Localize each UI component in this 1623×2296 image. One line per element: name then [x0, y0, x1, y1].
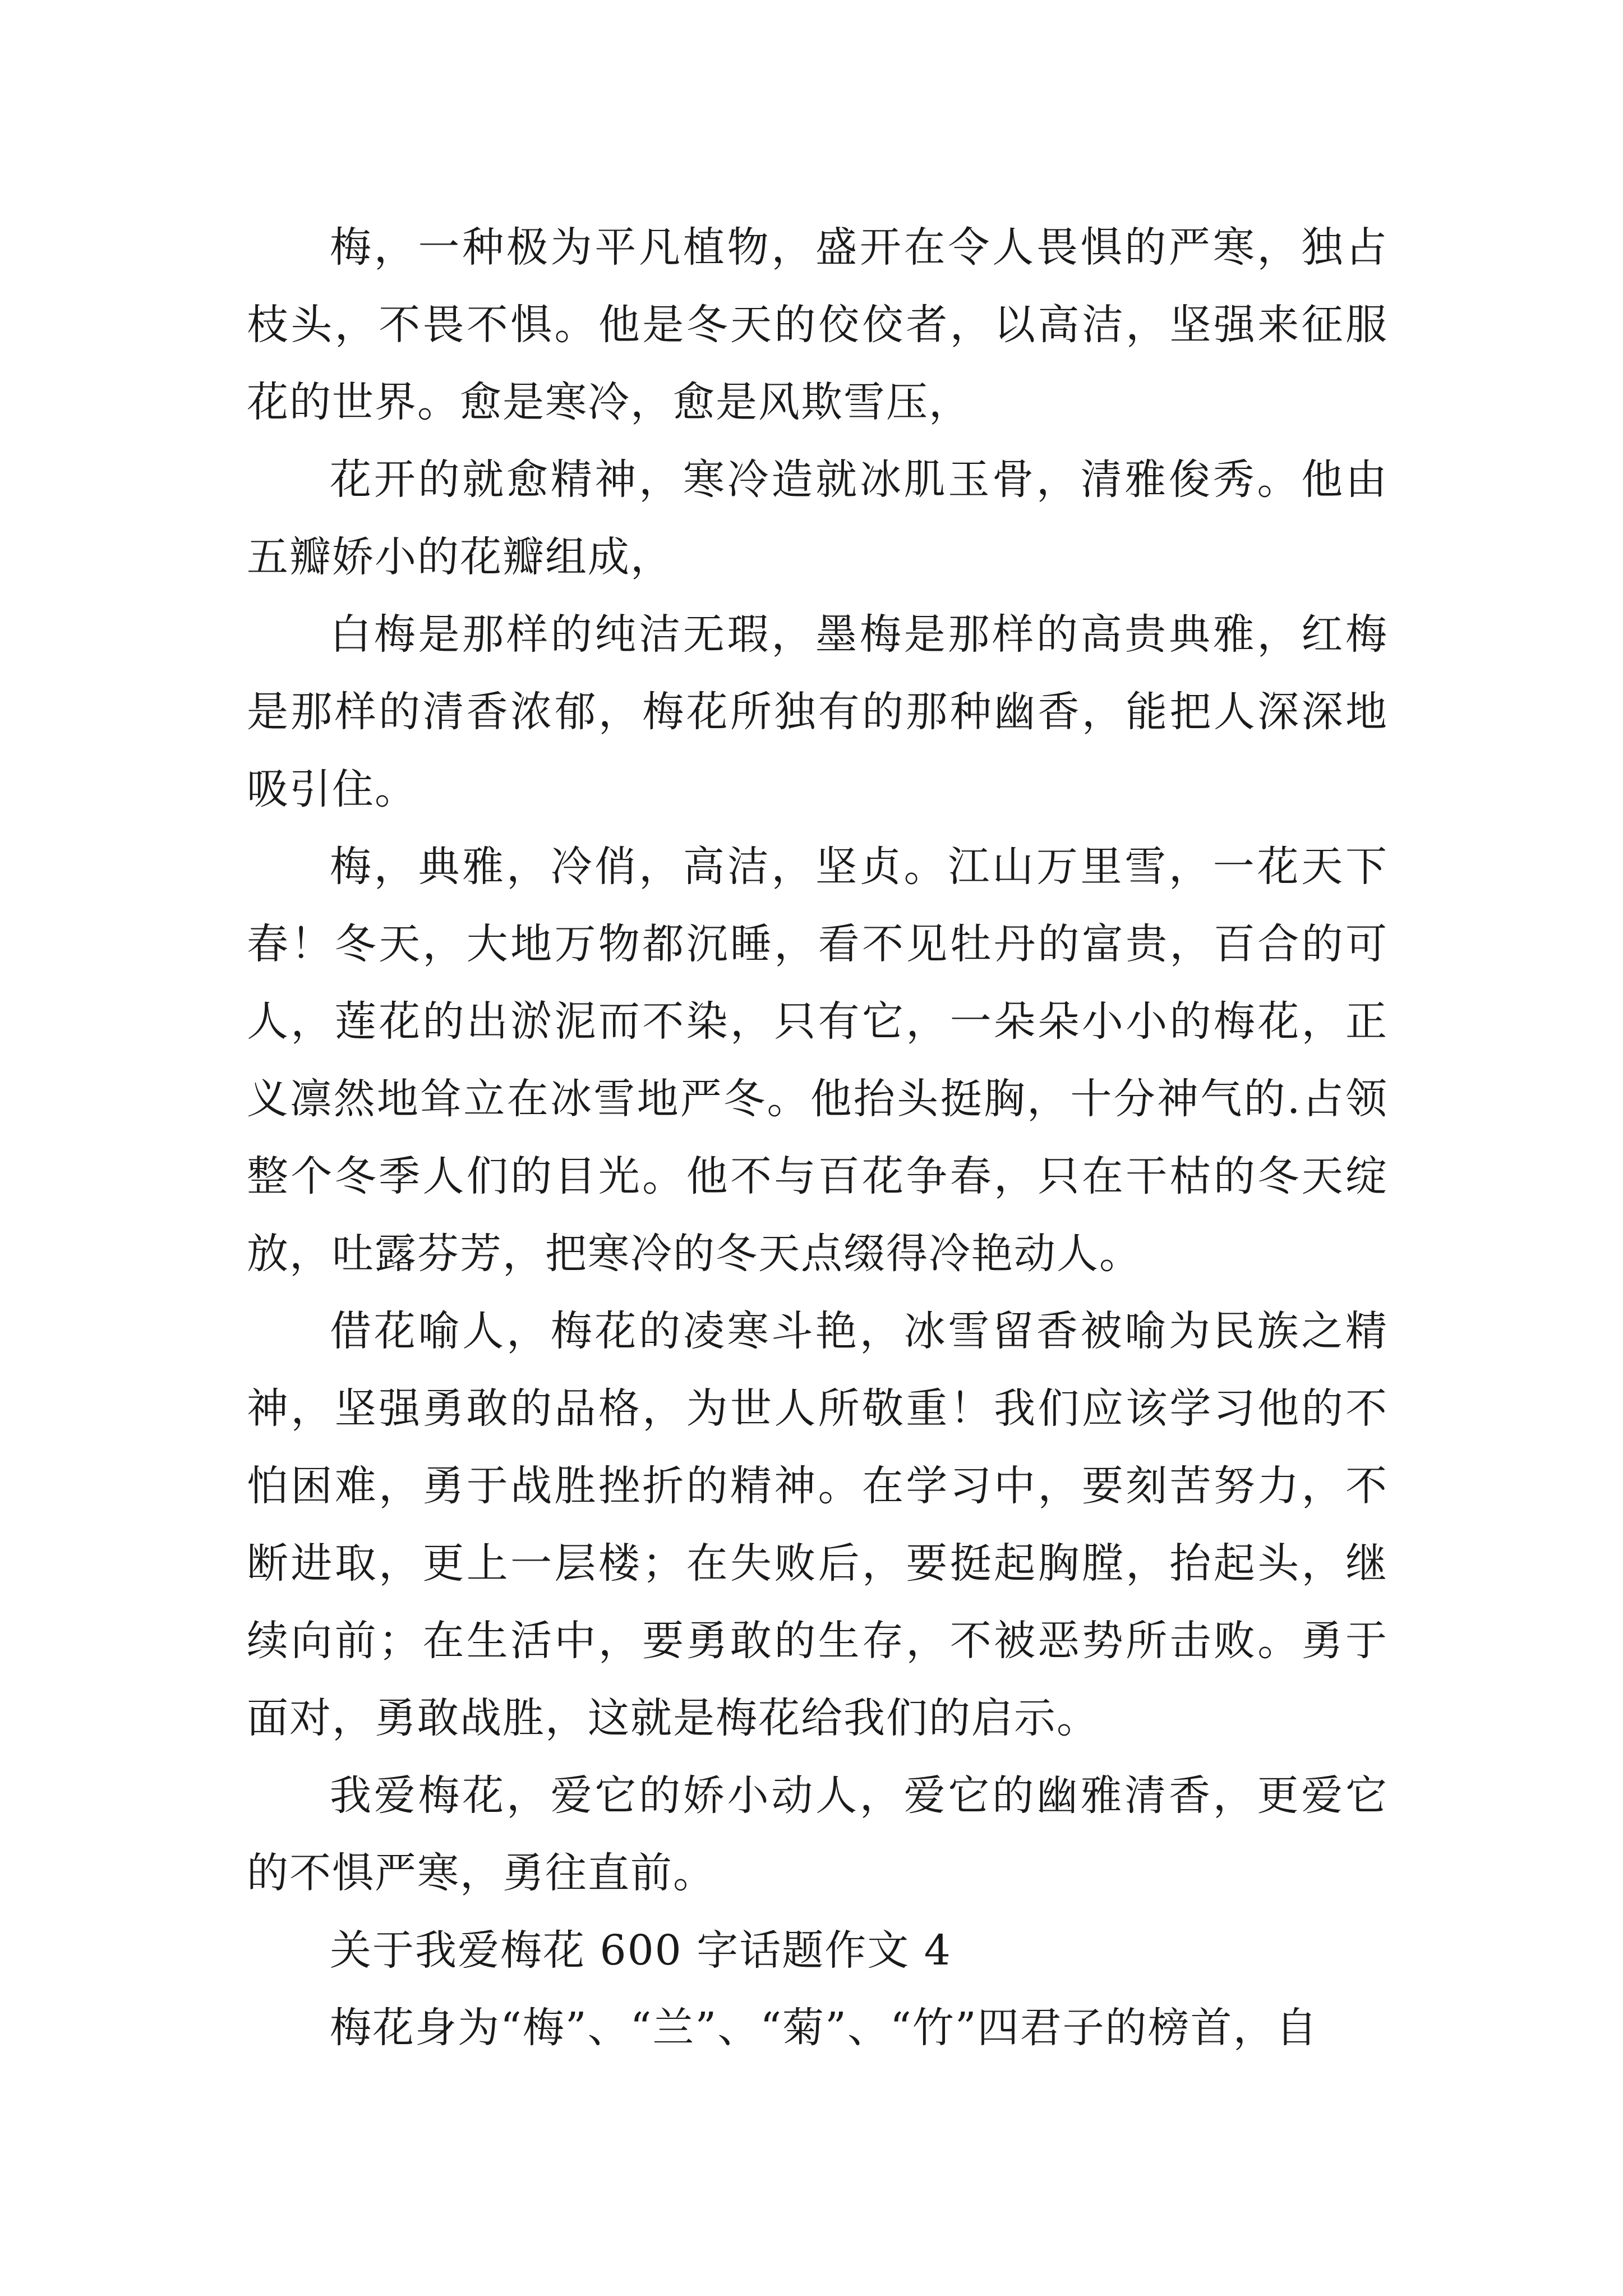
- paragraph-5: 借花喻人，梅花的凌寒斗艳，冰雪留香被喻为民族之精神，坚强勇敢的品格，为世人所敬重！我们应该学习他的不怕困难，勇于战胜挫折的精神。在学习中，要刻苦努力，不断进取，更上一层楼；在失败后，要挺起胸膛，抬起头，继续向前；在生活中，要勇敢的生存，不被恶势所击败。勇于面对，勇敢战胜，这就是梅花给我们的启示。: [247, 1307, 1388, 1742]
- paragraph-7: 梅花身为“梅”、“兰”、“菊”、“竹”四君子的榜首，自: [330, 2004, 1318, 2052]
- paragraph-2: 花开的就愈精神，寒冷造就冰肌玉骨，清雅俊秀。他由五瓣娇小的花瓣组成，: [247, 455, 1388, 581]
- paragraph-6: 我爱梅花，爱它的娇小动人，爱它的幽雅清香，更爱它的不惧严寒，勇往直前。: [247, 1772, 1388, 1897]
- paragraph-3: 白梅是那样的纯洁无瑕，墨梅是那样的高贵典雅，红梅是那样的清香浓郁，梅花所独有的那种幽香，能把人深深地吸引住。: [247, 610, 1388, 813]
- paragraph-4: 梅，典雅，冷俏，高洁，坚贞。江山万里雪，一花天下春！冬天，大地万物都沉睡，看不见牡丹的富贵，百合的可人，莲花的出淤泥而不染，只有它，一朵朵小小的梅花，正义凛然地耸立在冰雪地严冬。他抬头挺胸，十分神气的.占领整个冬季人们的目光。他不与百花争春，只在干枯的冬天绽放，吐露芬芳，把寒冷的冬天点缀得冷艳动人。: [247, 843, 1388, 1278]
- paragraph-1: 梅，一种极为平凡植物，盛开在令人畏惧的严寒，独占枝头，不畏不惧。他是冬天的佼佼者，以高洁，坚强来征服花的世界。愈是寒冷，愈是风欺雪压，: [247, 223, 1388, 426]
- document-body: [247, 209, 1388, 2067]
- section-heading: 关于我爱梅花 600 字话题作文 4: [330, 1926, 952, 1975]
